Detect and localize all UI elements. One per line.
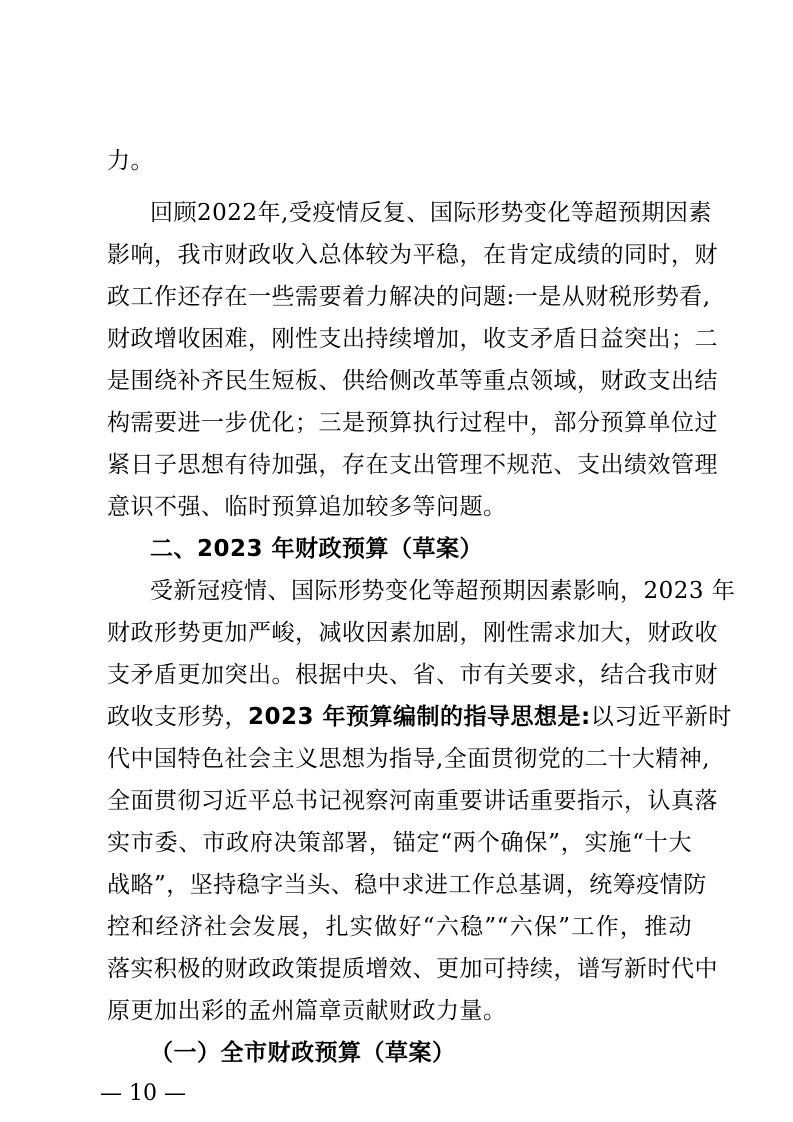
review-paragraph-line: 紧日子思想有待加强，存在支出管理不规范、支出绩效管理 — [107, 452, 718, 478]
guiding-thought-label: 2023 年预算编制的指导思想是: — [248, 704, 591, 730]
budget-2023-paragraph-line: 受新冠疫情、国际形势变化等超预期因素影响，2023 年 — [150, 578, 736, 604]
review-paragraph-line: 是围绕补齐民生短板、供给侧改革等重点领域，财政支出结 — [107, 368, 718, 394]
subsection-heading-city-budget: （一）全市财政预算（草案） — [150, 1040, 456, 1066]
paragraph-carryover-line: 力。 — [107, 148, 154, 174]
review-paragraph-line: 回顾2022年,受疫情反复、国际形势变化等超预期因素 — [150, 200, 712, 226]
guiding-line-suffix: 以习近平新时 — [590, 704, 732, 730]
review-paragraph-line: 影响，我市财政收入总体较为平稳，在肯定成绩的同时，财 — [107, 242, 718, 268]
review-paragraph-line: 政工作还存在一些需要着力解决的问题:一是从财税形势看, — [107, 284, 711, 310]
budget-2023-paragraph-line: 控和经济社会发展，扎实做好“六稳”“六保”工作，推动 — [107, 914, 692, 940]
section-heading-2023-budget: 二、2023 年财政预算（草案） — [150, 536, 484, 562]
budget-2023-paragraph-line: 全面贯彻习近平总书记视察河南重要讲话重要指示，认真落 — [107, 788, 718, 814]
budget-2023-paragraph-line: 实市委、市政府决策部署，锚定“两个确保”，实施“十大 — [107, 830, 692, 856]
budget-2023-paragraph-line: 原更加出彩的孟州篇章贡献财政力量。 — [107, 998, 507, 1024]
review-paragraph-line: 意识不强、临时预算追加较多等问题。 — [107, 494, 507, 520]
guiding-line-prefix: 政收支形势， — [107, 704, 248, 730]
budget-2023-paragraph-line: 财政形势更加严峻，减收因素加剧，刚性需求加大，财政收 — [107, 620, 718, 646]
budget-2023-paragraph-line: 战略”，坚持稳字当头、稳中求进工作总基调，统筹疫情防 — [107, 872, 707, 898]
budget-2023-paragraph-line: 支矛盾更加突出。根据中央、省、市有关要求，结合我市财 — [107, 662, 718, 688]
review-paragraph-line: 财政增收困难，刚性支出持续增加，收支矛盾日益突出；二 — [107, 326, 718, 352]
budget-2023-paragraph-line: 落实积极的财政政策提质增效、更加可持续，谱写新时代中 — [107, 956, 718, 982]
budget-2023-paragraph-line: 代中国特色社会主义思想为指导,全面贯彻党的二十大精神, — [107, 746, 711, 772]
page-number: — 10 — — [100, 1081, 186, 1106]
guiding-thought-line — [107, 702, 732, 732]
review-paragraph-line: 构需要进一步优化；三是预算执行过程中，部分预算单位过 — [107, 410, 718, 436]
